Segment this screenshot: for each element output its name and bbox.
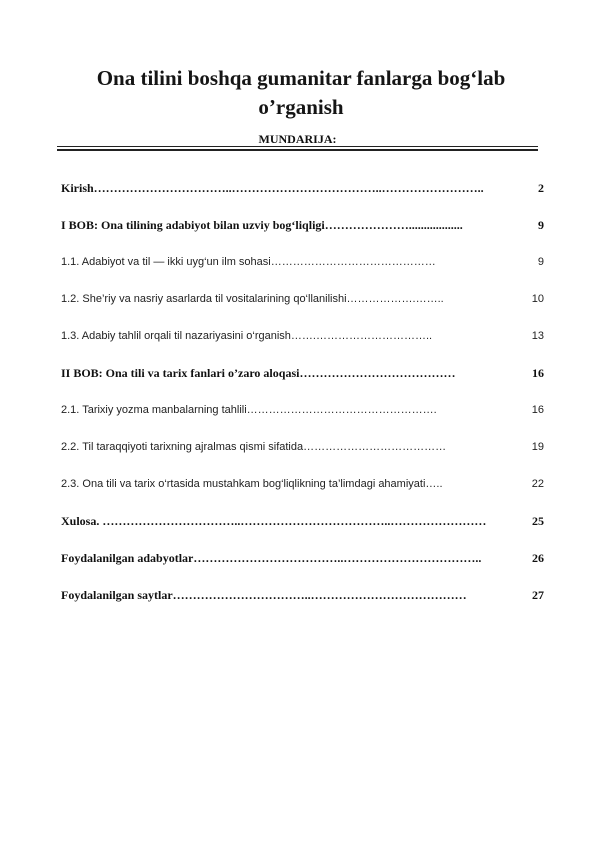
toc-entry [61, 429, 544, 466]
toc-entry-label: Foydalanilgan saytlar……………………………..………………………………… [61, 588, 467, 602]
toc-entry [61, 466, 544, 503]
toc-entry [61, 281, 544, 318]
toc-entry [61, 577, 544, 614]
toc-entry-label: Kirish……………………………..………………………………..…………………….. [61, 181, 484, 195]
toc-entry [61, 392, 544, 429]
toc-entry-label: 2.1. Tarixiy yozma manbalarning tahlili……………………………………………. [61, 404, 437, 416]
toc-entry-page: 26 [532, 551, 544, 565]
heading-divider-thin [57, 146, 538, 147]
toc-entry-label: 2.2. Til taraqqiyoti tarixning ajralmas qismi sifatida………………………………… [61, 441, 447, 453]
toc-entry-label: 1.2. She’riy va nasriy asarlarda til vositalarining qo‘llanilishi……………….…….. [61, 293, 444, 305]
toc-entry-page: 25 [532, 514, 544, 528]
document-title: Ona tilini boshqa gumanitar fanlarga bog‘lab o’rganish [96, 66, 506, 119]
toc-entry-page: 16 [532, 366, 544, 380]
toc-entry [61, 540, 544, 577]
contents-heading: MUNDARIJA: [258, 132, 337, 146]
toc-entry [61, 244, 544, 281]
toc-entry-label: Xulosa. ……………………………..………………………………..…………………… [61, 514, 487, 528]
table-of-contents [61, 170, 544, 614]
toc-entry-page: 9 [537, 256, 544, 268]
toc-entry-label: Foydalanilgan adabyotlar………………………………..…………………………….. [61, 551, 482, 565]
toc-entry [61, 170, 544, 207]
toc-entry-label: 1.1. Adabiyot va til — ikki uyg‘un ilm sohasi……………………………………… [61, 256, 436, 268]
toc-entry-label: 2.3. Ona tili va tarix o‘rtasida mustahkam bog‘liqlikning ta’limdagi ahamiyati….. [61, 478, 443, 490]
toc-entry-page: 19 [531, 441, 544, 453]
toc-entry-page: 16 [531, 404, 544, 416]
toc-entry [61, 207, 544, 244]
toc-entry-page: 9 [538, 218, 544, 232]
heading-divider-thick [57, 149, 538, 151]
toc-entry [61, 355, 544, 392]
toc-entry-label: I BOB: Ona tilining adabiyot bilan uzviy bog‘liqligi………………….................. [61, 218, 463, 232]
toc-entry [61, 318, 544, 355]
toc-entry-page: 10 [531, 293, 544, 305]
toc-entry-page: 22 [531, 478, 544, 490]
toc-entry-label: 1.3. Adabiy tahlil orqali til nazariyasini o‘rganish…….………………………….. [61, 330, 433, 342]
toc-entry [61, 503, 544, 540]
toc-entry-page: 2 [538, 181, 544, 195]
toc-entry-page: 27 [532, 588, 544, 602]
toc-entry-label: II BOB: Ona tili va tarix fanlari o’zaro aloqasi………………………………… [61, 366, 456, 380]
toc-entry-page: 13 [531, 330, 544, 342]
